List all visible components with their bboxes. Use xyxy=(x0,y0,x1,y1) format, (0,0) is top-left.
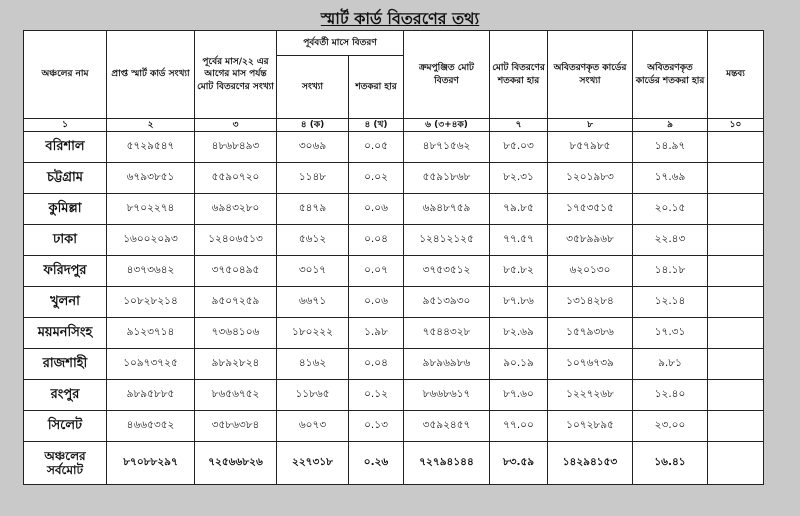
cum-percent-cell: ৮৭.৬০ xyxy=(490,380,548,411)
header-cumulative: ক্রমপুঞ্জিত মোট বিতরণ xyxy=(404,31,490,119)
count-cell: ৩০৬৯ xyxy=(277,132,349,163)
region-cell: সিলেট xyxy=(24,411,107,442)
undistributed-cell: ১৫৭৯৩৮৬ xyxy=(548,318,633,349)
undist-percent-cell: ২০.১৫ xyxy=(633,194,708,225)
prev-total-cell: ৯৫০৭২৫৯ xyxy=(195,287,277,318)
column-number: ১ xyxy=(24,119,107,132)
undist-percent-cell: ৯.৮১ xyxy=(633,349,708,380)
cumulative-cell: ৭৫৪৪৩২৮ xyxy=(404,318,490,349)
total-undist-percent-cell: ১৬.৪১ xyxy=(633,442,708,485)
cumulative-cell: ৪৮৭১৫৬২ xyxy=(404,132,490,163)
count-cell: ৫৪৭৯ xyxy=(277,194,349,225)
prev-total-cell: ৬৯৪৩২৮০ xyxy=(195,194,277,225)
table-row xyxy=(24,194,764,225)
percent-cell: ০.০৬ xyxy=(349,194,404,225)
count-cell: ৪১৬২ xyxy=(277,349,349,380)
printed-cell: ১০৮২৮২১৪ xyxy=(107,287,195,318)
table-row xyxy=(24,256,764,287)
header-undist-percent: অবিতরণকৃত কার্ডের শতকরা হার xyxy=(633,31,708,119)
region-cell: চট্টগ্রাম xyxy=(24,163,107,194)
cumulative-cell: ৩৭৫৩৫১২ xyxy=(404,256,490,287)
count-cell: ১৮০২২২ xyxy=(277,318,349,349)
printed-cell: ৪৬৬৫৩৫২ xyxy=(107,411,195,442)
table-row xyxy=(24,411,764,442)
cumulative-cell: ৬৯৪৮৭৫৯ xyxy=(404,194,490,225)
printed-cell: ৯৮৯৫৮৮৫ xyxy=(107,380,195,411)
prev-total-cell: ৮৬৫৬৭৫২ xyxy=(195,380,277,411)
prev-total-cell: ৫৫৯০৭২০ xyxy=(195,163,277,194)
header-cum-percent: মোট বিতরণের শতকরা হার xyxy=(490,31,548,119)
remarks-cell xyxy=(708,256,764,287)
total-printed-cell: ৮৭০৮৮২৯৭ xyxy=(107,442,195,485)
region-cell: রংপুর xyxy=(24,380,107,411)
column-number: ৯ xyxy=(633,119,708,132)
cumulative-cell: ৩৫৯২৪৫৭ xyxy=(404,411,490,442)
cumulative-cell: ৮৬৬৮৬১৭ xyxy=(404,380,490,411)
prev-total-cell: ৩৭৫০৪৯৫ xyxy=(195,256,277,287)
undistributed-cell: ১০৭৬৭৩৯ xyxy=(548,349,633,380)
remarks-cell xyxy=(708,318,764,349)
undistributed-cell: ৩৫৮৯৯৬৮ xyxy=(548,225,633,256)
total-cum-percent-cell: ৮৩.৫৯ xyxy=(490,442,548,485)
cum-percent-cell: ৮২.৬৯ xyxy=(490,318,548,349)
column-number: ৮ xyxy=(548,119,633,132)
header-undistributed: অবিতরণকৃত কার্ডের সংখ্যা xyxy=(548,31,633,119)
undist-percent-cell: ১২.৪০ xyxy=(633,380,708,411)
column-number: ৪ (ক) xyxy=(277,119,349,132)
count-cell: ৬০৭৩ xyxy=(277,411,349,442)
count-cell: ১১৮৬৫ xyxy=(277,380,349,411)
region-cell: বরিশাল xyxy=(24,132,107,163)
column-number: ৪ (খ) xyxy=(349,119,404,132)
undist-percent-cell: ১৪.৯৭ xyxy=(633,132,708,163)
total-remarks-cell xyxy=(708,442,764,485)
prev-total-cell: ৩৫৮৬৩৮৪ xyxy=(195,411,277,442)
region-cell: খুলনা xyxy=(24,287,107,318)
percent-cell: ০.১২ xyxy=(349,380,404,411)
cum-percent-cell: ৭৯.৮৫ xyxy=(490,194,548,225)
percent-cell: ০.০৭ xyxy=(349,256,404,287)
undistributed-cell: ১৩১৪২৮৪ xyxy=(548,287,633,318)
cum-percent-cell: ৮৫.৮২ xyxy=(490,256,548,287)
remarks-cell xyxy=(708,411,764,442)
count-cell: ৬৬৭১ xyxy=(277,287,349,318)
smart-card-distribution-table xyxy=(23,30,764,485)
undist-percent-cell: ২২.৪৩ xyxy=(633,225,708,256)
percent-cell: ০.১৩ xyxy=(349,411,404,442)
undistributed-cell: ১২০১৯৮৩ xyxy=(548,163,633,194)
table-row xyxy=(24,163,764,194)
header-prev-total: পূর্বের মাস/২২ এর আগের মাস পর্যন্ত মোট বিতরণের সংখ্যা xyxy=(195,31,277,119)
prev-total-cell: ৪৮৬৮৪৯৩ xyxy=(195,132,277,163)
count-cell: ৫৬১২ xyxy=(277,225,349,256)
total-cumulative-cell: ৭২৭৯৪১৪৪ xyxy=(404,442,490,485)
total-count-cell: ২২৭৩১৮ xyxy=(277,442,349,485)
remarks-cell xyxy=(708,163,764,194)
cumulative-cell: ৯৫১৩৯৩০ xyxy=(404,287,490,318)
total-percent-cell: ০.২৬ xyxy=(349,442,404,485)
column-number: ৭ xyxy=(490,119,548,132)
percent-cell: ০.০৪ xyxy=(349,349,404,380)
total-prev-total-cell: ৭২৫৬৬৮২৬ xyxy=(195,442,277,485)
cum-percent-cell: ৭৭.৫৭ xyxy=(490,225,548,256)
undistributed-cell: ১২২৭২৬৮ xyxy=(548,380,633,411)
table-row xyxy=(24,132,764,163)
table-row xyxy=(24,318,764,349)
column-number: ১০ xyxy=(708,119,764,132)
printed-cell: ৮৭০২২৭৪ xyxy=(107,194,195,225)
table-row xyxy=(24,287,764,318)
remarks-cell xyxy=(708,194,764,225)
cum-percent-cell: ৭৭.০০ xyxy=(490,411,548,442)
header-remarks: মন্তব্য xyxy=(708,31,764,119)
remarks-cell xyxy=(708,349,764,380)
undist-percent-cell: ১৭.৬৯ xyxy=(633,163,708,194)
region-cell: ময়মনসিংহ xyxy=(24,318,107,349)
printed-cell: ৯১২৩৭১৪ xyxy=(107,318,195,349)
remarks-cell xyxy=(708,225,764,256)
header-printed: প্রাপ্ত স্মার্ট কার্ড সংখ্যা xyxy=(107,31,195,119)
table-row xyxy=(24,225,764,256)
cum-percent-cell: ৮২.৩১ xyxy=(490,163,548,194)
percent-cell: ০.০৫ xyxy=(349,132,404,163)
undistributed-cell: ১৭৫৩৫১৫ xyxy=(548,194,633,225)
printed-cell: ৫৭২৯৫৪৭ xyxy=(107,132,195,163)
header-percent: শতকরা হার xyxy=(349,56,404,119)
undistributed-cell: ৬২০১৩০ xyxy=(548,256,633,287)
column-number-row xyxy=(24,119,764,132)
cumulative-cell: ১২৪১২১২৫ xyxy=(404,225,490,256)
percent-cell: ০.০২ xyxy=(349,163,404,194)
undist-percent-cell: ১৪.১৮ xyxy=(633,256,708,287)
remarks-cell xyxy=(708,287,764,318)
total-region-cell: অঞ্চলের সর্বমোট xyxy=(24,442,107,485)
percent-cell: ০.০৬ xyxy=(349,287,404,318)
region-cell: ঢাকা xyxy=(24,225,107,256)
prev-total-cell: ৯৮৯২৮২৪ xyxy=(195,349,277,380)
total-undistributed-cell: ১৪২৯৪১৫৩ xyxy=(548,442,633,485)
percent-cell: ১.৯৮ xyxy=(349,318,404,349)
count-cell: ১১৪৮ xyxy=(277,163,349,194)
cum-percent-cell: ৮৭.৮৬ xyxy=(490,287,548,318)
percent-cell: ০.০৪ xyxy=(349,225,404,256)
table-row xyxy=(24,349,764,380)
table-row xyxy=(24,380,764,411)
undist-percent-cell: ২৩.০০ xyxy=(633,411,708,442)
undistributed-cell: ৮৫৭৯৮৫ xyxy=(548,132,633,163)
region-cell: কুমিল্লা xyxy=(24,194,107,225)
count-cell: ৩০১৭ xyxy=(277,256,349,287)
table-title: স্মার্ট কার্ড বিতরণের তথ্য xyxy=(320,9,480,28)
remarks-cell xyxy=(708,132,764,163)
undist-percent-cell: ১২.১৪ xyxy=(633,287,708,318)
printed-cell: ৬৭৯৩৮৫১ xyxy=(107,163,195,194)
header-prev-month: পূর্ববর্তী মাসে বিতরণ xyxy=(277,31,404,56)
column-number: ৩ xyxy=(195,119,277,132)
column-number: ২ xyxy=(107,119,195,132)
header-region: অঞ্চলের নাম xyxy=(24,31,107,119)
cum-percent-cell: ৮৫.০৩ xyxy=(490,132,548,163)
remarks-cell xyxy=(708,380,764,411)
region-cell: রাজশাহী xyxy=(24,349,107,380)
cum-percent-cell: ৯০.১৯ xyxy=(490,349,548,380)
region-cell: ফরিদপুর xyxy=(24,256,107,287)
prev-total-cell: ১২৪০৬৫১৩ xyxy=(195,225,277,256)
cumulative-cell: ৫৫৯১৮৬৮ xyxy=(404,163,490,194)
printed-cell: ১৬০০২০৯৩ xyxy=(107,225,195,256)
cumulative-cell: ৯৮৯৬৯৮৬ xyxy=(404,349,490,380)
column-number: ৬ (৩+৪ক) xyxy=(404,119,490,132)
total-row xyxy=(24,442,764,485)
printed-cell: ৪৩৭৩৬৪২ xyxy=(107,256,195,287)
undist-percent-cell: ১৭.৩১ xyxy=(633,318,708,349)
prev-total-cell: ৭৩৬৪১০৬ xyxy=(195,318,277,349)
header-count: সংখ্যা xyxy=(277,56,349,119)
printed-cell: ১০৯৭৩৭২৫ xyxy=(107,349,195,380)
undistributed-cell: ১০৭২৮৯৫ xyxy=(548,411,633,442)
